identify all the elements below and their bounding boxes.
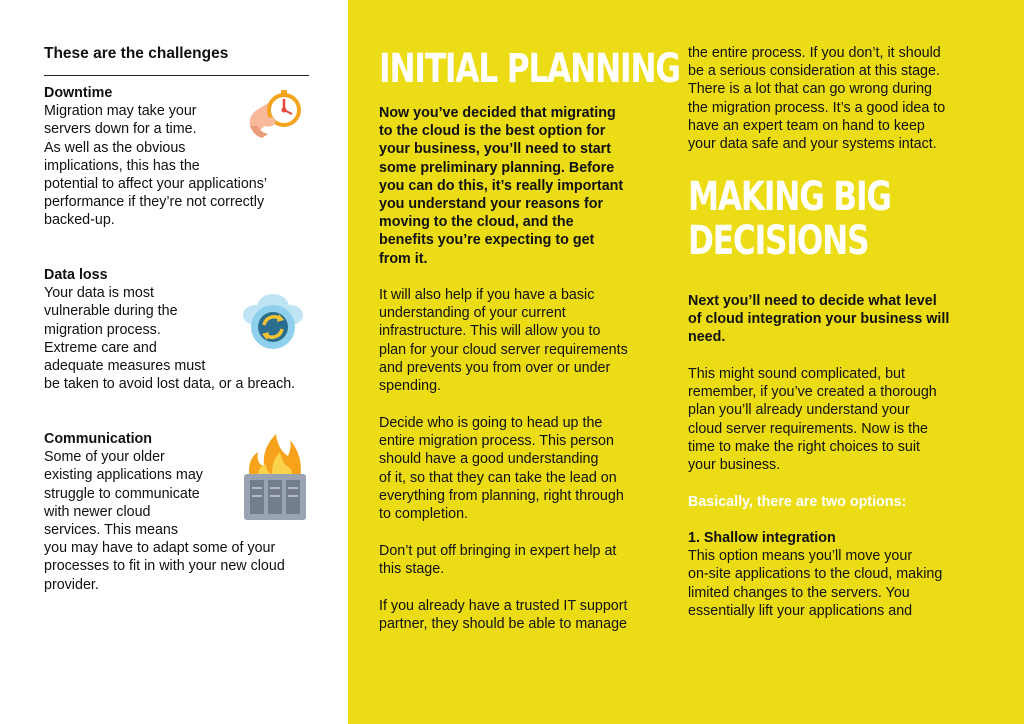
section-line: As well as the obvious	[44, 139, 186, 156]
planning-paragraph-2	[379, 414, 674, 523]
section-line: adequate measures must	[44, 358, 206, 375]
text-line: Don’t put off bringing in expert help at	[379, 543, 617, 559]
text-line: the migration process. It’s a good idea to	[688, 99, 946, 116]
options-label: Basically, there are two options:	[688, 494, 907, 510]
text-line: benefits you’re expecting to get	[379, 232, 595, 249]
text-line: understanding of your current	[379, 305, 566, 322]
text-line: need.	[688, 329, 726, 346]
text-line: the entire process. If you don’t, it should	[688, 45, 941, 61]
text-line: moving to the cloud, and the	[379, 214, 574, 231]
decisions-paragraph-1	[688, 365, 988, 474]
text-line: limited changes to the servers. You	[688, 584, 910, 601]
text-line: There is a lot that can go wrong during	[688, 81, 932, 98]
text-line: your business.	[688, 457, 781, 474]
section-title: Communication	[44, 431, 153, 447]
text-line: Next you’ll need to decide what level	[688, 293, 937, 309]
text-line: to completion.	[379, 506, 469, 523]
section-line: Your data is most	[44, 285, 154, 302]
server-fire-icon	[240, 430, 310, 525]
section-line: Extreme care and	[44, 339, 157, 356]
text-line: Decide who is going to head up the	[379, 415, 603, 431]
text-line: plan for your cloud server requirements	[379, 341, 628, 358]
text-line: should have a good understanding	[379, 451, 599, 468]
planning-paragraph-3	[379, 542, 674, 578]
text-line: have an expert team on hand to keep	[688, 117, 925, 134]
text-line: infrastructure. This will allow you to	[379, 323, 601, 340]
text-line: time to make the right choices to suit	[688, 438, 921, 455]
section-line: be taken to avoid lost data, or a breach.	[44, 376, 296, 393]
section-line: with newer cloud	[44, 503, 151, 520]
section-line: backed-up.	[44, 212, 115, 229]
big-decisions-heading-line2: DECISIONS	[688, 218, 869, 264]
text-line: and prevents you from over or under	[379, 359, 611, 376]
text-line: your data safe and your systems intact.	[688, 136, 937, 153]
cloud-sync-icon	[238, 287, 308, 357]
section-line: Some of your older	[44, 449, 165, 466]
decisions-intro	[688, 292, 988, 347]
section-line: performance if they’re not correctly	[44, 194, 265, 211]
text-line: you understand your reasons for	[379, 196, 604, 213]
section-line: migration process.	[44, 321, 161, 338]
text-line: entire migration process. This person	[379, 433, 614, 450]
planning-paragraph-4	[379, 597, 674, 633]
option-title: 1. Shallow integration	[688, 530, 836, 546]
text-line: partner, they should be able to manage	[379, 616, 627, 633]
text-line: of it, so that they can take the lead on	[379, 469, 617, 486]
text-line: be a serious consideration at this stage.	[688, 63, 940, 80]
section-line: Migration may take your	[44, 103, 197, 120]
text-line: from it.	[379, 250, 428, 267]
text-line: This option means you’ll move your	[688, 548, 913, 565]
planning-intro	[379, 104, 669, 268]
section-line: processes to fit in with your new cloud	[44, 558, 285, 575]
continued-paragraph	[688, 44, 988, 153]
section-line: you may have to adapt some of your	[44, 540, 276, 557]
big-decisions-heading-line1: MAKING BIG	[688, 174, 891, 220]
text-line: remember, if you’ve created a thorough	[688, 384, 937, 401]
section-line: servers down for a time.	[44, 121, 197, 138]
text-line: on-site applications to the cloud, making	[688, 566, 943, 583]
option-1	[688, 529, 988, 620]
text-line: Now you’ve decided that migrating	[379, 105, 616, 121]
text-line: plan you’ll already understand your	[688, 402, 910, 419]
section-line: services. This means	[44, 522, 179, 539]
heading-divider	[44, 75, 309, 76]
text-line: your business, you’ll need to start	[379, 141, 611, 158]
section-line: existing applications may	[44, 467, 203, 484]
text-line: essentially lift your applications and	[688, 602, 913, 619]
planning-paragraph-1	[379, 286, 674, 395]
text-line: everything from planning, right through	[379, 487, 624, 504]
stopwatch-hand-icon	[246, 86, 306, 144]
text-line: to the cloud is the best option for	[379, 123, 606, 140]
section-line: implications, this has the	[44, 157, 200, 174]
section-line: provider.	[44, 576, 99, 593]
section-line: struggle to communicate	[44, 485, 200, 502]
text-line: This might sound complicated, but	[688, 366, 905, 382]
text-line: If you already have a trusted IT support	[379, 598, 628, 614]
text-line: It will also help if you have a basic	[379, 287, 595, 303]
challenges-heading: These are the challenges	[44, 45, 229, 62]
text-line: of cloud integration your business will	[688, 311, 950, 328]
section-line: potential to affect your applications’	[44, 176, 268, 193]
section-title: Downtime	[44, 85, 113, 101]
text-line: some preliminary planning. Before	[379, 159, 615, 176]
text-line: you can do this, it’s really important	[379, 177, 624, 194]
section-title: Data loss	[44, 267, 108, 283]
text-line: this stage.	[379, 561, 445, 578]
initial-planning-heading: INITIAL PLANNING	[379, 46, 680, 92]
section-line: vulnerable during the	[44, 303, 178, 320]
text-line: spending.	[379, 378, 442, 395]
text-line: cloud server requirements. Now is the	[688, 420, 928, 437]
